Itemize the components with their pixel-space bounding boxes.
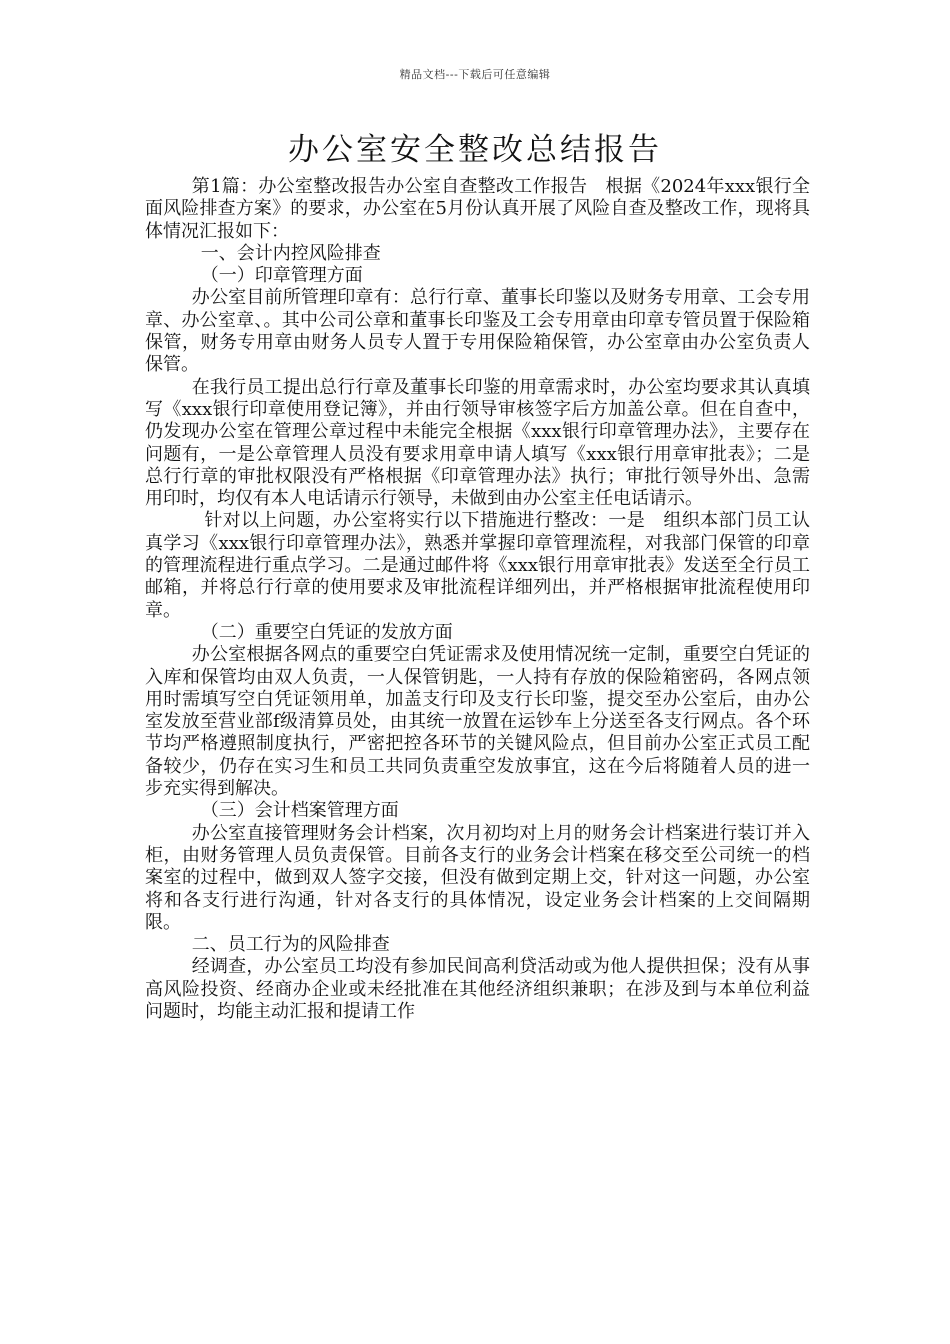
paragraph-intro: 第1篇：办公室整改报告办公室自查整改工作报告 根据《2024年xxx银行全面风险排查方案》的要求，办公室在5月份认真开展了风险自查及整改工作，现将具体情况汇报如下： — [145, 176, 810, 242]
paragraph-staff-behavior: 经调查，办公室员工均没有参加民间高利贷活动或为他人提供担保；没有从事高风险投资、经商办企业或未经批准在其他经济组织兼职；在涉及到与本单位利益问题时，均能主动汇报和提请工作 — [145, 956, 810, 1022]
paragraph-seal-management: 办公室目前所管理印章有：总行行章、董事长印鉴以及财务专用章、工会专用章、办公室章、。其中公司公章和董事长印鉴及工会专用章由印章专管员置于保险箱保管，财务专用章由财务人员专人置于专用保险箱保管，办公室章由办公室负责人保管。 — [145, 287, 810, 376]
paragraph-seal-measures: 针对以上问题，办公室将实行以下措施进行整改：一是 组织本部门员工认真学习《xxx银行印章管理办法》，熟悉并掌握印章管理流程，对我部门保管的印章的管理流程进行重点学习。二是通过邮件将《xxx银行用章审批表》发送至全行员工邮箱，并将总行行章的使用要求及审批流程详细列出，并严格根据审批流程使用印章。 — [145, 510, 810, 621]
document-body — [145, 176, 810, 1023]
paragraph-blank-vouchers: 办公室根据各网点的重要空白凭证需求及使用情况统一定制，重要空白凭证的入库和保管均由双人负责，一人保管钥匙，一人持有存放的保险箱密码，各网点领用时需填写空白凭证领用单，加盖支行印及支行长印鉴，提交至办公室后，由办公室发放至营业部f级清算员处，由其统一放置在运钞车上分送至各支行网点。各个环节均严格遵照制度执行，严密把控各环节的关键风险点，但目前办公室正式员工配备较少，仍存在实习生和员工共同负责重空发放事宜，这在今后将随着人员的进一步充实得到解决。 — [145, 644, 810, 800]
paragraph-seal-issues: 在我行员工提出总行行章及董事长印鉴的用章需求时，办公室均要求其认真填写《xxx银行印章使用登记簿》，并由行领导审核签字后方加盖公章。但在自查中，仍发现办公室在管理公章过程中未能完全根据《xxx银行印章管理办法》，主要存在问题有，一是公章管理人员没有要求用章申请人填写《xxx银行用章审批表》；二是总行行章的审批权限没有严格根据《印章管理办法》执行；审批行领导外出、急需用印时，均仅有本人电话请示行领导，未做到由办公室主任电话请示。 — [145, 376, 810, 510]
section-heading-1: 一、会计内控风险排查 — [200, 242, 381, 264]
subsection-heading-1: （一）印章管理方面 — [200, 265, 363, 287]
document-title: 办公室安全整改总结报告 — [288, 132, 662, 168]
subsection-heading-2: （二）重要空白凭证的发放方面 — [200, 621, 453, 643]
section-heading-2: 二、员工行为的风险排查 — [191, 934, 390, 956]
header-note: 精品文档---下载后可任意编辑 — [399, 68, 551, 81]
paragraph-accounting-archives: 办公室直接管理财务会计档案，次月初均对上月的财务会计档案进行装订并入柜，由财务管理人员负责保管。目前各支行的业务会计档案在移交至公司统一的档案室的过程中，做到双人签字交接，但没有做到定期上交，针对这一问题，办公室将和各支行进行沟通，针对各支行的具体情况，设定业务会计档案的上交间隔期限。 — [145, 822, 810, 933]
subsection-heading-3: （三）会计档案管理方面 — [200, 800, 399, 822]
